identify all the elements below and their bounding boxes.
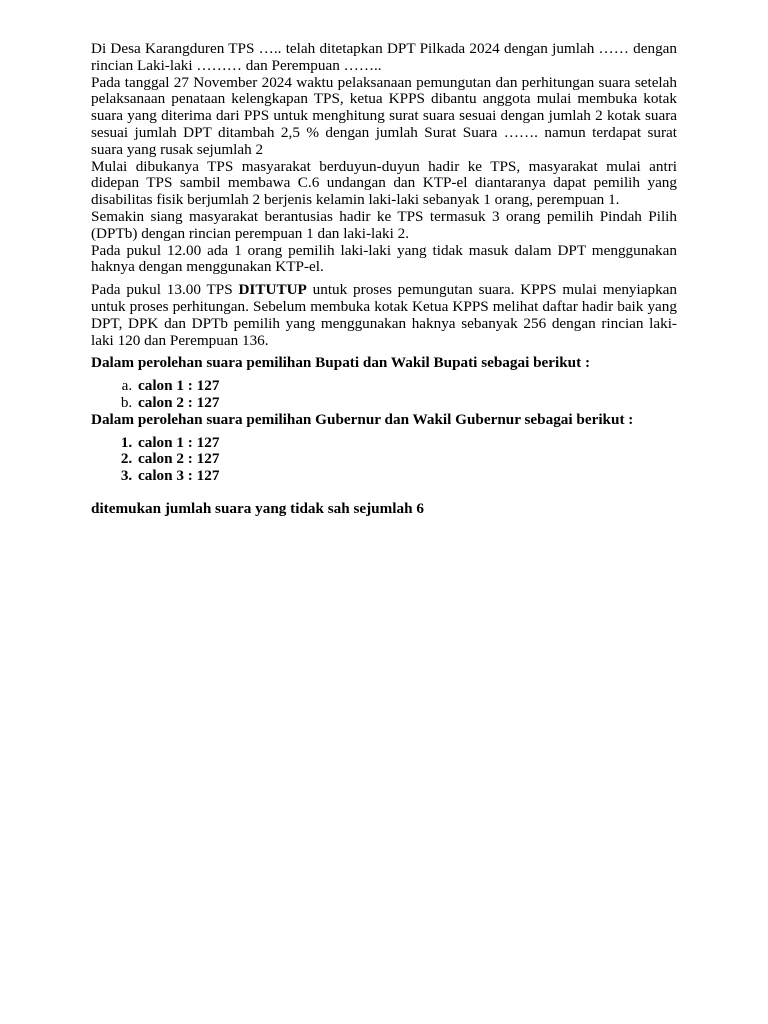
paragraph-ktp-voter: Pada pukul 12.00 ada 1 orang pemilih laki-laki yang tidak masuk dalam DPT menggunakan haknya dengan menggunakan KTP-el.	[91, 241, 677, 276]
bupati-results-list	[91, 378, 677, 412]
paragraph-voter-arrival: Mulai dibukanya TPS masyarakat berduyun-duyun hadir ke TPS, masyarakat mulai antri didepan TPS sambil membawa C.6 undangan dan KTP-el diantaranya dapat pemilih yang disabilitas fisik berjumlah 2 berjenis kelamin laki-laki sebanyak 1 orang, perempuan 1.	[91, 157, 677, 209]
gubernur-results-heading: Dalam perolehan suara pemilihan Gubernur dan Wakil Gubernur sebagai berikut :	[91, 410, 634, 428]
spacer	[91, 485, 677, 501]
gubernur-candidate-item: 3. calon 3 : 127	[136, 468, 677, 485]
document-page	[91, 41, 677, 518]
paragraph-dpt-info: Di Desa Karangduren TPS ….. telah ditetapkan DPT Pilkada 2024 dengan jumlah …… dengan rincian Laki-laki ……… dan Perempuan ……..	[91, 40, 677, 74]
bupati-candidate-item: a. calon 1 : 127	[136, 378, 677, 395]
bupati-results-heading: Dalam perolehan suara pemilihan Bupati dan Wakil Bupati sebagai berikut :	[91, 354, 591, 372]
gubernur-candidate-item: 1. calon 1 : 127	[136, 435, 677, 452]
closing-text-start: Pada pukul 13.00 TPS	[91, 281, 239, 299]
closing-emphasis: DITUTUP	[238, 281, 307, 299]
paragraph-ballot-count: Pada tanggal 27 November 2024 waktu pelaksanaan pemungutan dan perhitungan suara setelah pelaksanaan penataan kelengkapan TPS, ketua KPPS dibantu anggota mulai membuka kotak suara yang diterima dari PPS untuk menghitung surat suara sesuai dengan jumlah 2 kotak suara sesuai jumlah DPT ditambah 2,5 % dengan jumlah Surat Suara ……. namun terdapat surat suara yang rusak sejumlah 2	[91, 73, 677, 158]
paragraph-tps-closing	[91, 282, 677, 349]
bupati-candidate-item: b. calon 2 : 127	[136, 395, 677, 412]
gubernur-candidate-item: 2. calon 2 : 127	[136, 451, 677, 468]
closing-text-end: untuk proses pemungutan suara. KPPS mulai menyiapkan untuk proses perhitungan. Sebelum membuka kotak Ketua KPPS melihat daftar hadir baik yang DPT, DPK dan DPTb pemilih yang menggunakan haknya sebanyak 256 dengan rincian laki-laki 120 dan Perempuan 136.	[91, 281, 677, 349]
gubernur-results-list	[91, 435, 677, 485]
paragraph-dptb-voters: Semakin siang masyarakat berantusias hadir ke TPS termasuk 3 orang pemilih Pindah Pilih (DPTb) dengan rincian perempuan 1 dan laki-laki 2.	[91, 207, 677, 242]
invalid-votes-note: ditemukan jumlah suara yang tidak sah sejumlah 6	[91, 499, 424, 517]
